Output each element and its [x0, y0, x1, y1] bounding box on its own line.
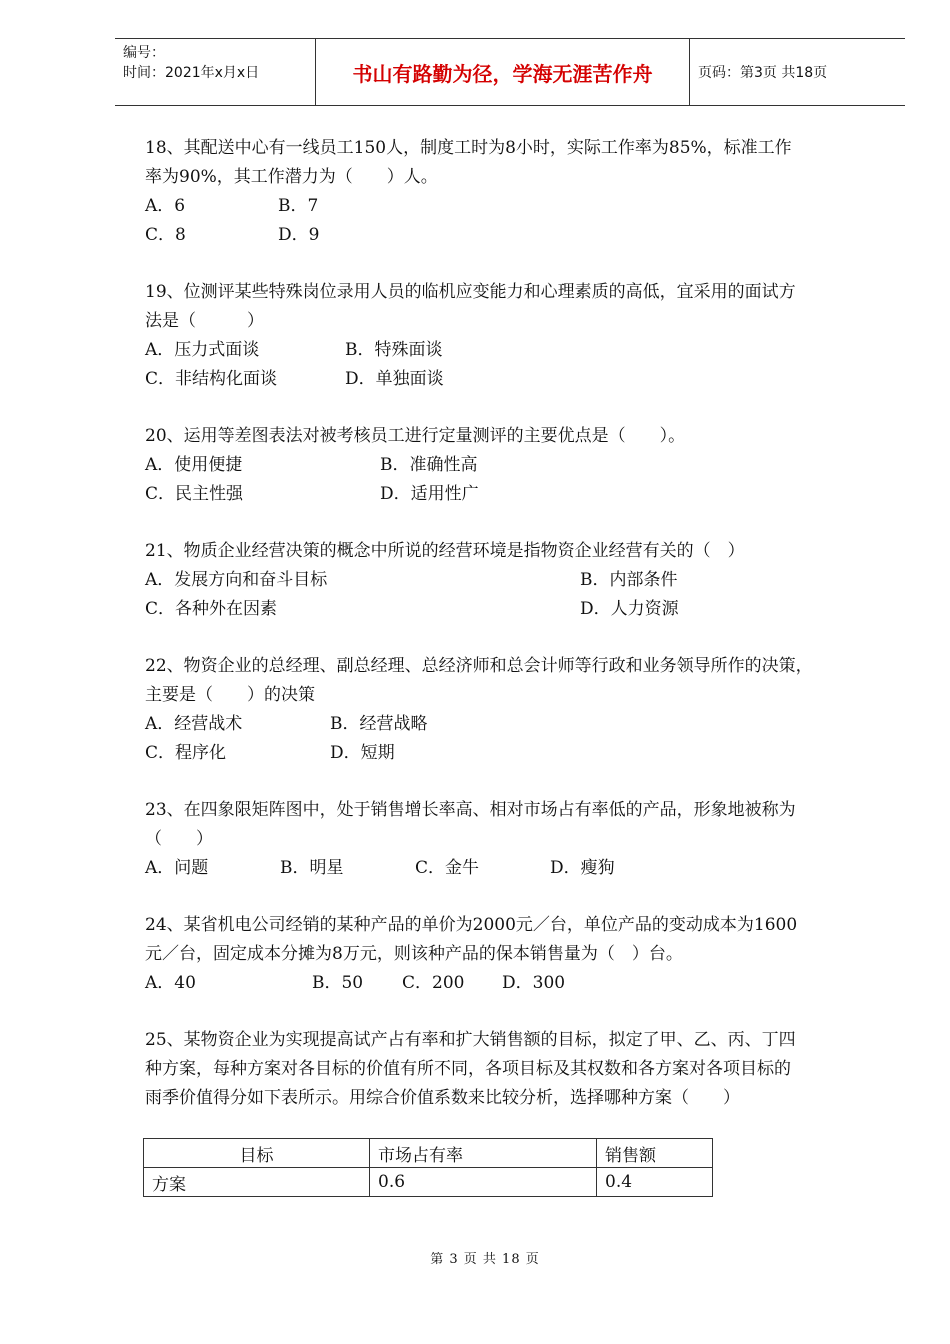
question-text-line: 19、位测评某些特殊岗位录用人员的临机应变能力和心理素质的高低，宜采用的面试方: [145, 282, 796, 302]
answer-option: B．经营战略: [330, 714, 428, 734]
question-text-line: 雨季价值得分如下表所示。用综合价值系数来比较分析，选择哪种方案（ ）: [145, 1088, 740, 1108]
header-meta: [115, 39, 316, 105]
question-text-line: 种方案，每种方案对各目标的价值有所不同，各项目标及其权数和各方案对各项目标的: [145, 1059, 791, 1079]
question-24: [145, 911, 880, 998]
question-text-line: 元／台，固定成本分摊为8万元，则该种产品的保本销售量为（ ）台。: [145, 944, 683, 964]
option-row: [145, 710, 880, 739]
question-18: [145, 134, 880, 250]
option-row: [145, 566, 880, 595]
header-time: 时间：2021年x月x日: [123, 65, 260, 81]
question-list: [145, 134, 880, 1141]
question-25: [145, 1026, 880, 1113]
header-page-info: 页码：第3页 共18页: [698, 65, 828, 81]
answer-option: B．特殊面谈: [345, 340, 443, 360]
question-22: [145, 652, 880, 768]
answer-option: A．40: [145, 973, 196, 993]
answer-option: A．使用便捷: [145, 455, 243, 475]
answer-option: D．短期: [330, 743, 395, 763]
answer-option: A．发展方向和奋斗目标: [145, 570, 328, 590]
question-text-line: 率为90%，其工作潜力为（ ）人。: [145, 167, 438, 187]
answer-option: A．问题: [145, 858, 209, 878]
question-text-line: 20、运用等差图表法对被考核员工进行定量测评的主要优点是（ ）。: [145, 426, 686, 446]
score-table: [143, 1138, 713, 1197]
answer-option: D．瘦狗: [550, 858, 615, 878]
question-text-line: 18、其配送中心有一线员工150人，制度工时为8小时，实际工作率为85%，标准工作: [145, 138, 792, 158]
answer-option: C．200: [402, 973, 465, 993]
answer-option: A．压力式面谈: [145, 340, 260, 360]
answer-option: B．50: [312, 973, 364, 993]
answer-option: C．各种外在因素: [145, 599, 278, 619]
table-cell: 0.4: [597, 1168, 713, 1197]
answer-option: D．适用性广: [380, 484, 479, 504]
answer-option: D．300: [502, 973, 566, 993]
answer-option: B．内部条件: [580, 570, 678, 590]
option-row: [145, 365, 880, 394]
question-text-line: 24、某省机电公司经销的某种产品的单价为2000元／台，单位产品的变动成本为1600: [145, 915, 798, 935]
page-footer: 第 3 页 共 18 页: [430, 1252, 540, 1267]
table-cell: 0.6: [370, 1168, 597, 1197]
question-text-line: 25、某物资企业为实现提高试产占有率和扩大销售额的目标，拟定了甲、乙、丙、丁四: [145, 1030, 796, 1050]
option-row: [145, 595, 880, 624]
answer-option: D．单独面谈: [345, 369, 444, 389]
page-header: [115, 38, 905, 106]
option-row: [145, 221, 880, 250]
question-text-line: 法是（ ）: [145, 311, 264, 331]
table-header-cell: 目标: [144, 1139, 370, 1168]
table-header-cell: 市场占有率: [370, 1139, 597, 1168]
question-text-line: 23、在四象限矩阵图中，处于销售增长率高、相对市场占有率低的产品，形象地被称为: [145, 800, 796, 820]
option-row: [145, 854, 880, 883]
answer-option: D．9: [278, 225, 320, 245]
option-row: [145, 336, 880, 365]
answer-option: C．民主性强: [145, 484, 244, 504]
table-header-cell: 销售额: [597, 1139, 713, 1168]
answer-option: C．金牛: [415, 858, 480, 878]
question-21: [145, 537, 880, 624]
question-text-line: （ ）: [145, 829, 213, 849]
table-header-row: [144, 1139, 713, 1168]
answer-option: C．8: [145, 225, 186, 245]
answer-option: C．非结构化面谈: [145, 369, 278, 389]
answer-option: A．经营战术: [145, 714, 243, 734]
answer-option: B．7: [278, 196, 319, 216]
question-23: [145, 796, 880, 883]
table-row: [144, 1168, 713, 1197]
option-row: [145, 480, 880, 509]
question-text-line: 主要是（ ）的决策: [145, 685, 315, 705]
question-19: [145, 278, 880, 394]
question-text-line: 22、物资企业的总经理、副总经理、总经济师和总会计师等行政和业务领导所作的决策，: [145, 656, 813, 676]
table-cell: 方案: [144, 1168, 370, 1197]
option-row: [145, 739, 880, 768]
option-row: [145, 192, 880, 221]
answer-option: B．准确性高: [380, 455, 478, 475]
header-number: 编号：: [123, 45, 165, 61]
question-20: [145, 422, 880, 509]
answer-option: D．人力资源: [580, 599, 679, 619]
header-motto: 书山有路勤为径，学海无涯苦作舟: [316, 39, 690, 105]
option-row: [145, 969, 880, 998]
answer-option: C．程序化: [145, 743, 227, 763]
option-row: [145, 451, 880, 480]
answer-option: A．6: [145, 196, 186, 216]
question-text-line: 21、物质企业经营决策的概念中所说的经营环境是指物资企业经营有关的（ ）: [145, 541, 745, 561]
answer-option: B．明星: [280, 858, 344, 878]
